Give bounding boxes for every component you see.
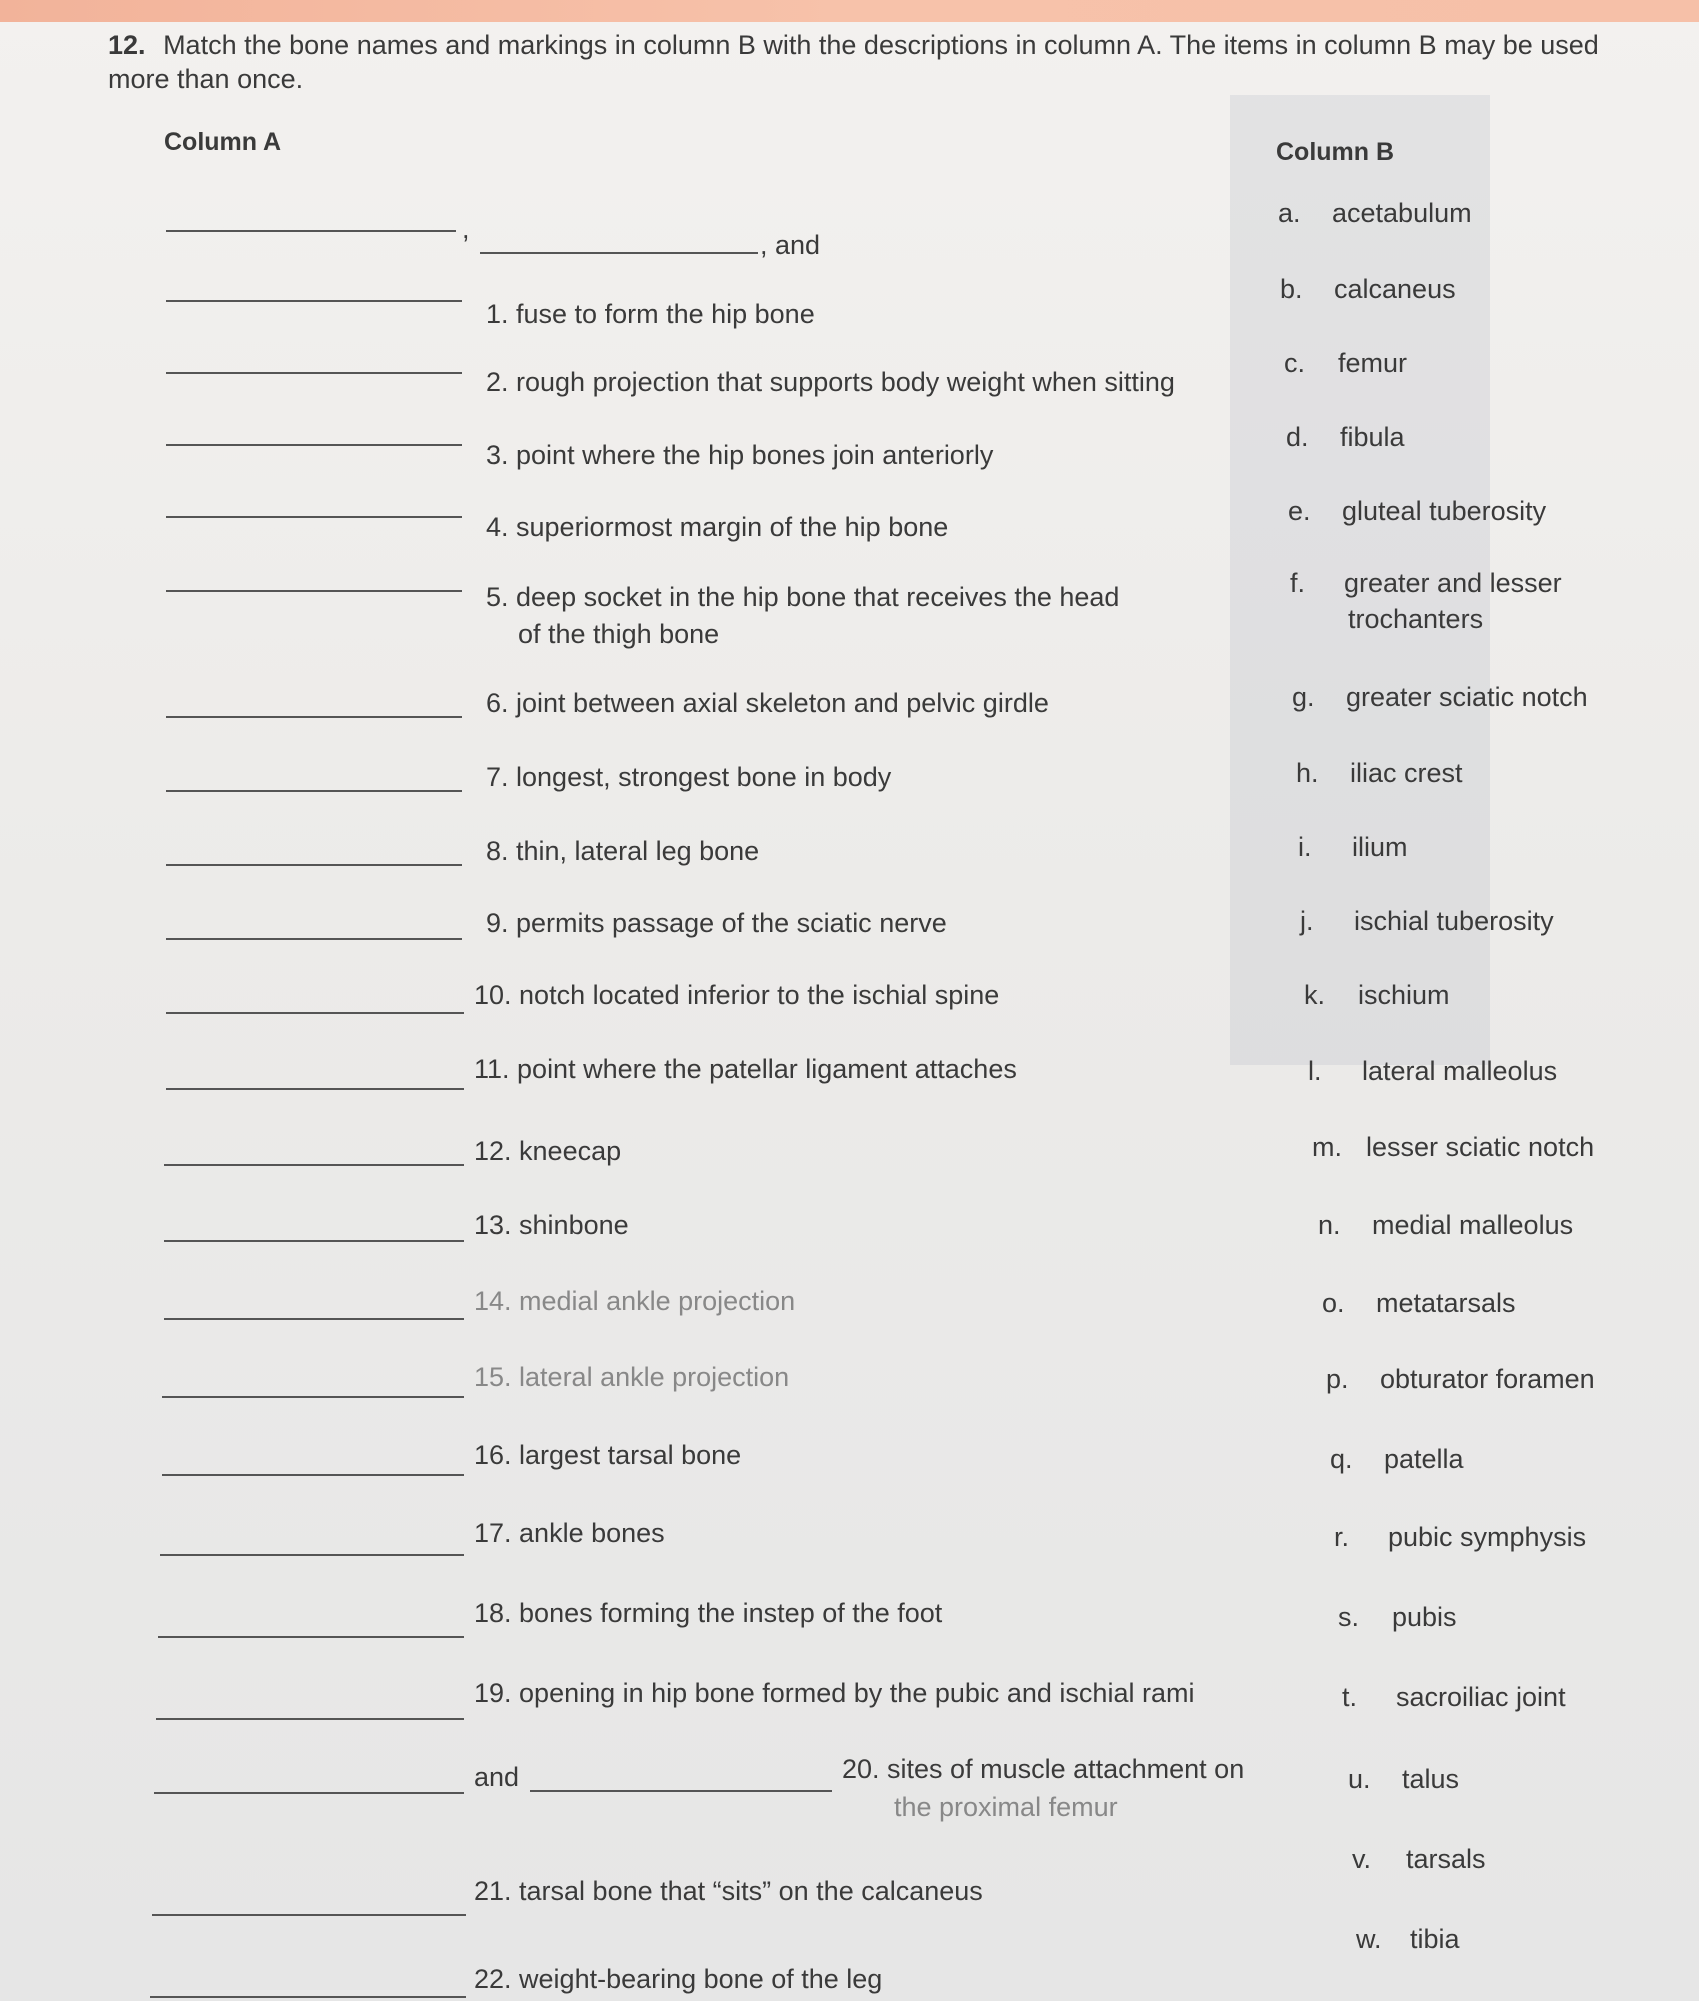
column-b-option (1356, 1922, 1460, 1956)
answer-blank-22[interactable] (150, 1996, 466, 1998)
column-b-option (1330, 1442, 1464, 1476)
option-term: femur (1338, 348, 1408, 378)
column-b-option-continuation: trochanters (1348, 604, 1484, 634)
answer-blank-15[interactable] (162, 1396, 464, 1398)
option-term: gluteal tuberosity (1342, 496, 1547, 526)
answer-blank-19[interactable] (156, 1718, 464, 1720)
column-a-item: 6. joint between axial skeleton and pelvic girdle (486, 688, 1049, 718)
column-a-item: 18. bones forming the instep of the foot (474, 1598, 943, 1628)
column-a-item: 19. opening in hip bone formed by the pubic and ischial rami (474, 1678, 1195, 1708)
column-b-option (1286, 420, 1405, 454)
option-letter: h. (1296, 758, 1319, 788)
option-letter: t. (1342, 1682, 1358, 1712)
option-term: medial malleolus (1372, 1210, 1574, 1240)
answer-blank-10[interactable] (166, 1012, 464, 1014)
column-b-option (1338, 1600, 1457, 1634)
column-a-item: 11. point where the patellar ligament attaches (474, 1054, 1017, 1084)
answer-blank-11[interactable] (166, 1088, 464, 1090)
column-a-item: 15. lateral ankle projection (474, 1362, 790, 1392)
option-term: patella (1384, 1444, 1464, 1474)
column-a-item: 8. thin, lateral leg bone (486, 836, 760, 866)
paper-edge (0, 0, 1699, 22)
column-a-item: 17. ankle bones (474, 1518, 665, 1548)
answer-blank-9[interactable] (166, 938, 462, 940)
column-a-item: 7. longest, strongest bone in body (486, 762, 892, 792)
column-b-option (1308, 1054, 1557, 1088)
option-term: ischial tuberosity (1354, 906, 1554, 936)
column-b-option (1322, 1286, 1516, 1320)
column-a-item: 5. deep socket in the hip bone that receives the head (486, 582, 1120, 612)
column-a-item: 2. rough projection that supports body weight when sitting (486, 367, 1175, 397)
column-a-item: 4. superiormost margin of the hip bone (486, 512, 949, 542)
column-b-option (1298, 830, 1408, 864)
column-b-option (1290, 566, 1562, 600)
option-term: tibia (1410, 1924, 1460, 1954)
answer-blank-7[interactable] (166, 790, 462, 792)
column-b-option (1300, 904, 1554, 938)
column-a-item: 12. kneecap (474, 1136, 622, 1166)
column-b-option (1284, 346, 1407, 380)
answer-blank-3[interactable] (166, 444, 462, 446)
answer-blank-5[interactable] (166, 590, 462, 592)
option-letter: j. (1300, 906, 1314, 936)
option-letter: v. (1352, 1844, 1371, 1874)
answer-blank-12[interactable] (164, 1164, 464, 1166)
answer-blank-16[interactable] (162, 1474, 464, 1476)
answer-blank-1b[interactable] (480, 252, 758, 254)
question-text: Match the bone names and markings in column B with the descriptions in column A. The items in column B may be used more than once. (108, 30, 1599, 94)
option-letter: d. (1286, 422, 1309, 452)
intro-and: , and (760, 230, 821, 260)
option-letter: f. (1290, 568, 1306, 598)
option-letter: b. (1280, 274, 1303, 304)
column-a-item: 3. point where the hip bones join anteriorly (486, 440, 994, 470)
option-letter: s. (1338, 1602, 1360, 1632)
column-b-option (1304, 978, 1450, 1012)
option-letter: o. (1322, 1288, 1345, 1318)
option-term: lateral malleolus (1362, 1056, 1558, 1086)
column-a-item: 21. tarsal bone that “sits” on the calcaneus (474, 1876, 983, 1906)
option-letter: i. (1298, 832, 1312, 862)
option-letter: q. (1330, 1444, 1353, 1474)
option-term: calcaneus (1334, 274, 1456, 304)
option-term: sacroiliac joint (1396, 1682, 1566, 1712)
column-a-item: 13. shinbone (474, 1210, 629, 1240)
option-term: pubic symphysis (1388, 1522, 1587, 1552)
answer-blank-20b[interactable] (530, 1790, 832, 1792)
question-prompt (108, 28, 1648, 96)
column-a-item: 14. medial ankle projection (474, 1286, 796, 1316)
column-b-option (1280, 272, 1456, 306)
column-b-option (1292, 680, 1588, 714)
column-a-item: 22. weight-bearing bone of the leg (474, 1964, 883, 1994)
option-letter: n. (1318, 1210, 1341, 1240)
option-term: pubis (1392, 1602, 1457, 1632)
answer-blank-20a[interactable] (154, 1792, 464, 1794)
option-letter: g. (1292, 682, 1315, 712)
column-b-option (1288, 494, 1546, 528)
column-a-item: 10. notch located inferior to the ischial spine (474, 980, 1000, 1010)
option-letter: k. (1304, 980, 1326, 1010)
option-letter: p. (1326, 1364, 1349, 1394)
option-term: ilium (1352, 832, 1408, 862)
option-letter: l. (1308, 1056, 1322, 1086)
column-a-item: 16. largest tarsal bone (474, 1440, 742, 1470)
option-letter: a. (1278, 198, 1301, 228)
column-a-item-continuation: the proximal femur (894, 1792, 1118, 1822)
column-b-option (1342, 1680, 1566, 1714)
answer-blank-1a[interactable] (166, 230, 456, 232)
column-a-heading: Column A (164, 128, 282, 156)
option-letter: u. (1348, 1764, 1371, 1794)
column-b-option (1278, 196, 1472, 230)
option-letter: m. (1312, 1132, 1342, 1162)
option-term: fibula (1340, 422, 1405, 452)
column-b-option (1318, 1208, 1573, 1242)
option-term: greater and lesser (1344, 568, 1562, 598)
column-a-item-continuation: of the thigh bone (518, 619, 720, 649)
answer-blank-6[interactable] (166, 716, 462, 718)
option-term: acetabulum (1332, 198, 1472, 228)
question-number: 12. (108, 30, 146, 60)
answer-blank-2[interactable] (166, 372, 462, 374)
column-a-item: 1. fuse to form the hip bone (486, 299, 815, 329)
intro-comma: , (462, 214, 470, 244)
option-letter: c. (1284, 348, 1306, 378)
answer-blank-8[interactable] (166, 864, 462, 866)
option-term: tarsals (1406, 1844, 1486, 1874)
answer-blank-1c[interactable] (166, 300, 462, 302)
column-b-option (1334, 1520, 1586, 1554)
answer-blank-21[interactable] (152, 1914, 466, 1916)
column-b-option (1312, 1130, 1594, 1164)
answer-blank-14[interactable] (164, 1318, 464, 1320)
option-term: iliac crest (1350, 758, 1463, 788)
answer-blank-17[interactable] (160, 1554, 464, 1556)
option-letter: r. (1334, 1522, 1350, 1552)
option-term: ischium (1358, 980, 1450, 1010)
column-b-option (1296, 756, 1463, 790)
answer-blank-13[interactable] (164, 1240, 464, 1242)
column-b-option (1348, 1762, 1459, 1796)
answer-blank-18[interactable] (158, 1636, 464, 1638)
option-letter: w. (1356, 1924, 1382, 1954)
column-a-item: 20. sites of muscle attachment on (842, 1754, 1245, 1784)
item20-and: and (474, 1762, 520, 1792)
option-term: lesser sciatic notch (1366, 1132, 1595, 1162)
option-term: talus (1402, 1764, 1460, 1794)
column-b-option (1326, 1362, 1595, 1396)
column-b-heading: Column B (1276, 138, 1395, 166)
column-a-item: 9. permits passage of the sciatic nerve (486, 908, 947, 938)
answer-blank-4[interactable] (166, 516, 462, 518)
option-term: obturator foramen (1380, 1364, 1595, 1394)
option-term: greater sciatic notch (1346, 682, 1588, 712)
column-b-option (1352, 1842, 1486, 1876)
option-term: metatarsals (1376, 1288, 1516, 1318)
option-letter: e. (1288, 496, 1311, 526)
